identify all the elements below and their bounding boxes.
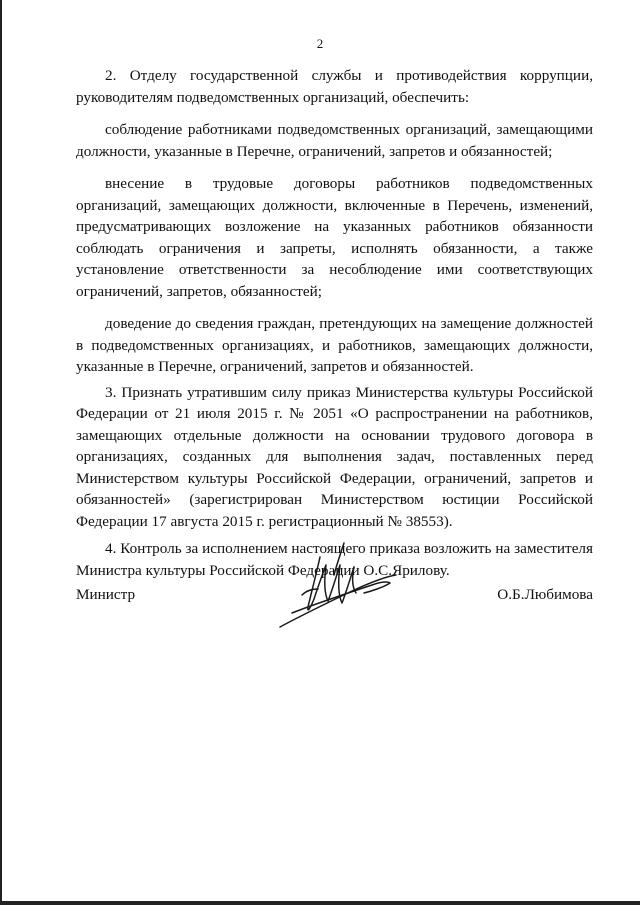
signatory-name: О.Б.Любимова (497, 586, 593, 603)
paragraph-contract-changes: внесение в трудовые договоры работников подведомственных организаций, замещающих должности, включенные в Перечень, изменений, предусматривающих возложение на указанных работников обязанности соблюдать ограничения и запреты, исполнять обязанности, а также установление ответственности за несоблюдение ими соответствующих ограничений, запретов, обязанностей; (76, 175, 593, 300)
paragraph-notification: доведение до сведения граждан, претендующих на замещение должностей в подведомственных организациях, и работников, замещающих должности, указанные в Перечне, ограничений, запретов и обязанностей. (76, 315, 593, 375)
scan-edge-left (0, 0, 2, 905)
signatory-title: Министр (76, 586, 136, 603)
paragraph-item-4: 4. Контроль за исполнением настоящего приказа возложить на заместителя Министра культуры Российской Федерации О.С.Ярилову. (76, 540, 593, 579)
handwritten-signature (272, 535, 402, 635)
paragraph-compliance: соблюдение работниками подведомственных организаций, замещающими должности, указанные в Перечне, ограничений, запретов и обязанностей; (76, 121, 593, 160)
document-body (76, 65, 593, 581)
page-number: 2 (316, 36, 324, 51)
scan-edge-bottom (0, 901, 640, 905)
paragraph-item-2: 2. Отделу государственной службы и противодействия коррупции, руководителям подведомственных организаций, обеспечить: (76, 67, 593, 106)
paragraph-item-3: 3. Признать утратившим силу приказ Министерства культуры Российской Федерации от 21 июля 2015 г. № 2051 «О распространении на работников, замещающих отдельные должности на основании трудового договора в организациях, созданных для выполнения задач, поставленных перед Министерством культуры Российской Федерации, ограничений, запретов и обязанностей» (зарегистрирован Министерством юстиции Российской Федерации 17 августа 2015 г. регистрационный № 38553). (76, 383, 593, 530)
